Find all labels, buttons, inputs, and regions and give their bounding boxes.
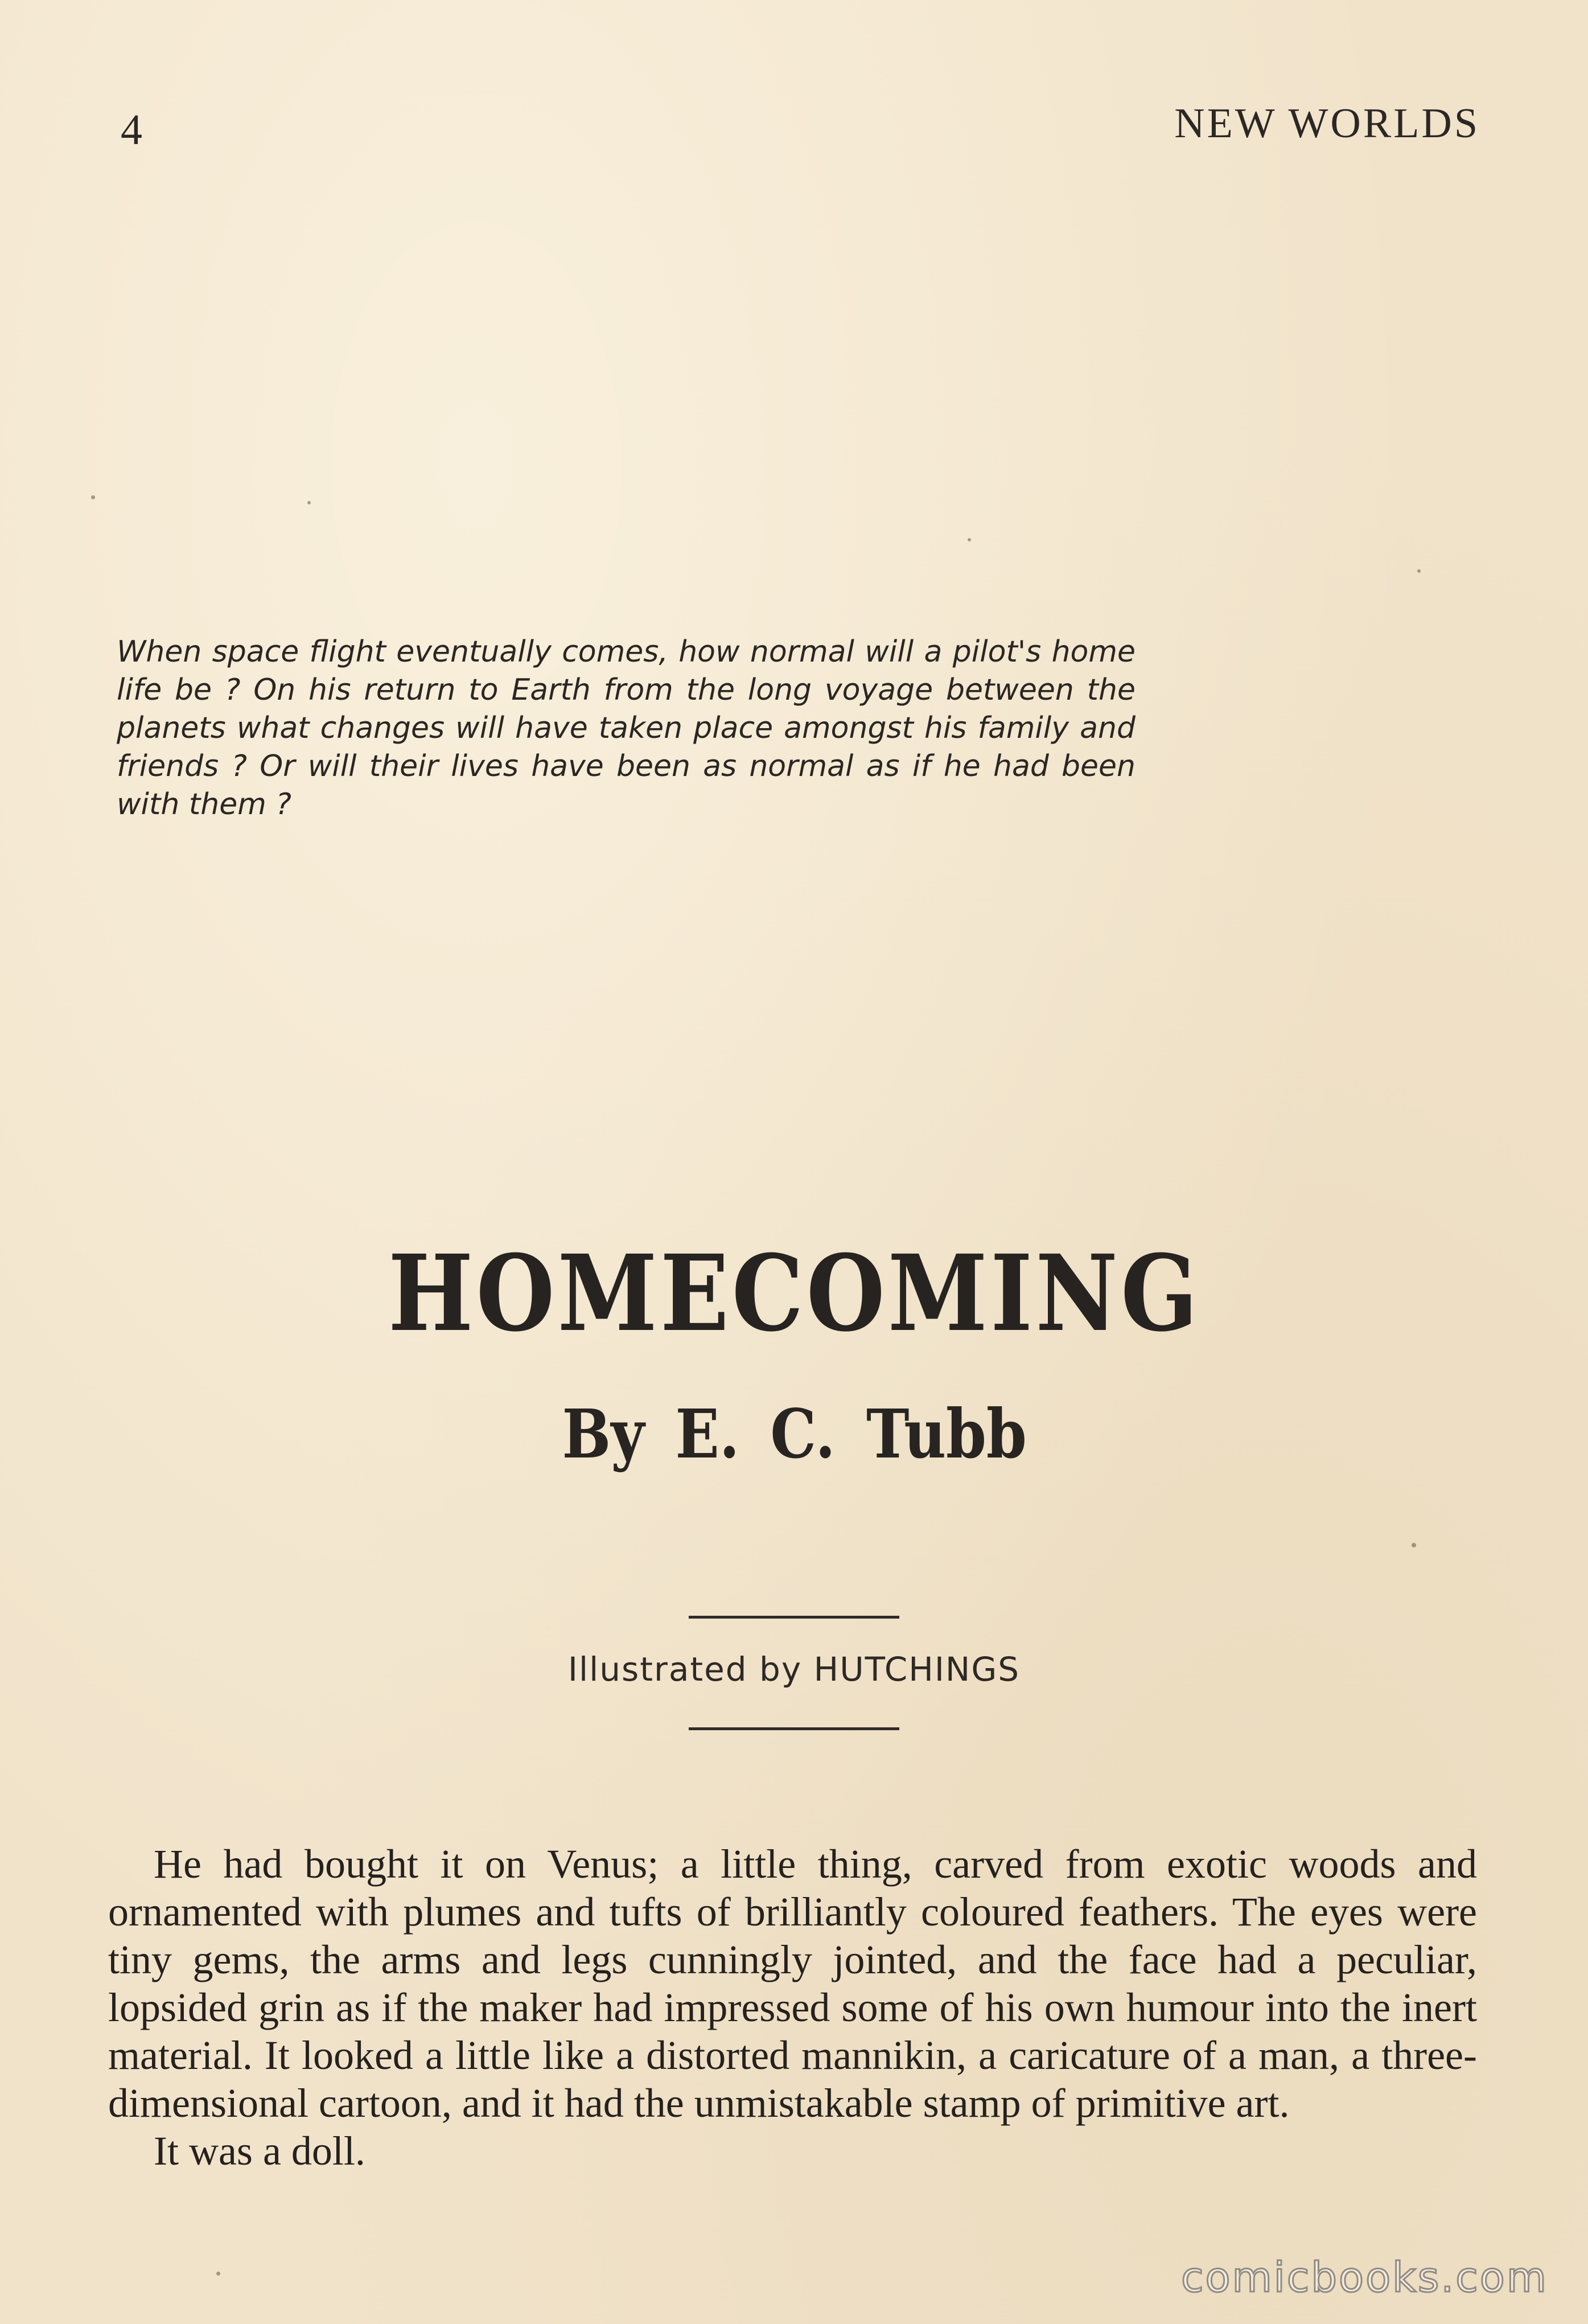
divider-rule-top [689, 1616, 899, 1619]
story-title: HOMECOMING [388, 1232, 1201, 1355]
paper-speck [968, 538, 971, 541]
story-body [108, 1840, 1477, 2175]
paper-speck [307, 501, 311, 504]
page-number: 4 [121, 106, 142, 154]
story-intro-blurb: When space flight eventually comes, how normal will a pilot's home life be ? On his return to Earth from the long voyage between the planets what changes will have taken place amongst his family and friends ? Or will their lives have been as normal as if he had been with them ? [117, 635, 1136, 822]
illustrator-credit: Illustrated by HUTCHINGS [567, 1650, 1021, 1689]
body-paragraph: He had bought it on Venus; a little thing, carved from exotic woods and ornamented with plumes and tufts of brilliantly coloured feathers. The eyes were tiny gems, the arms and legs cunningly jointed, and the face had a peculiar, lopsided grin as if the maker had impressed some of his own humour into the inert material. It looked a little like a distorted mannikin, a caricature of a man, a three-dimensional cartoon, and it had the unmistakable stamp of primitive art. [108, 1841, 1477, 2126]
paper-speck [1412, 1543, 1416, 1547]
paper-speck [91, 495, 95, 499]
paper-speck [1417, 569, 1421, 573]
site-watermark: comicbooks.com [1180, 2253, 1548, 2301]
body-paragraph: It was a doll. [154, 2128, 365, 2174]
paper-speck [216, 2272, 220, 2276]
running-header-title: NEW WORLDS [1174, 100, 1480, 147]
story-byline: By E. C. Tubb [562, 1394, 1027, 1473]
divider-rule-bottom [689, 1727, 899, 1730]
